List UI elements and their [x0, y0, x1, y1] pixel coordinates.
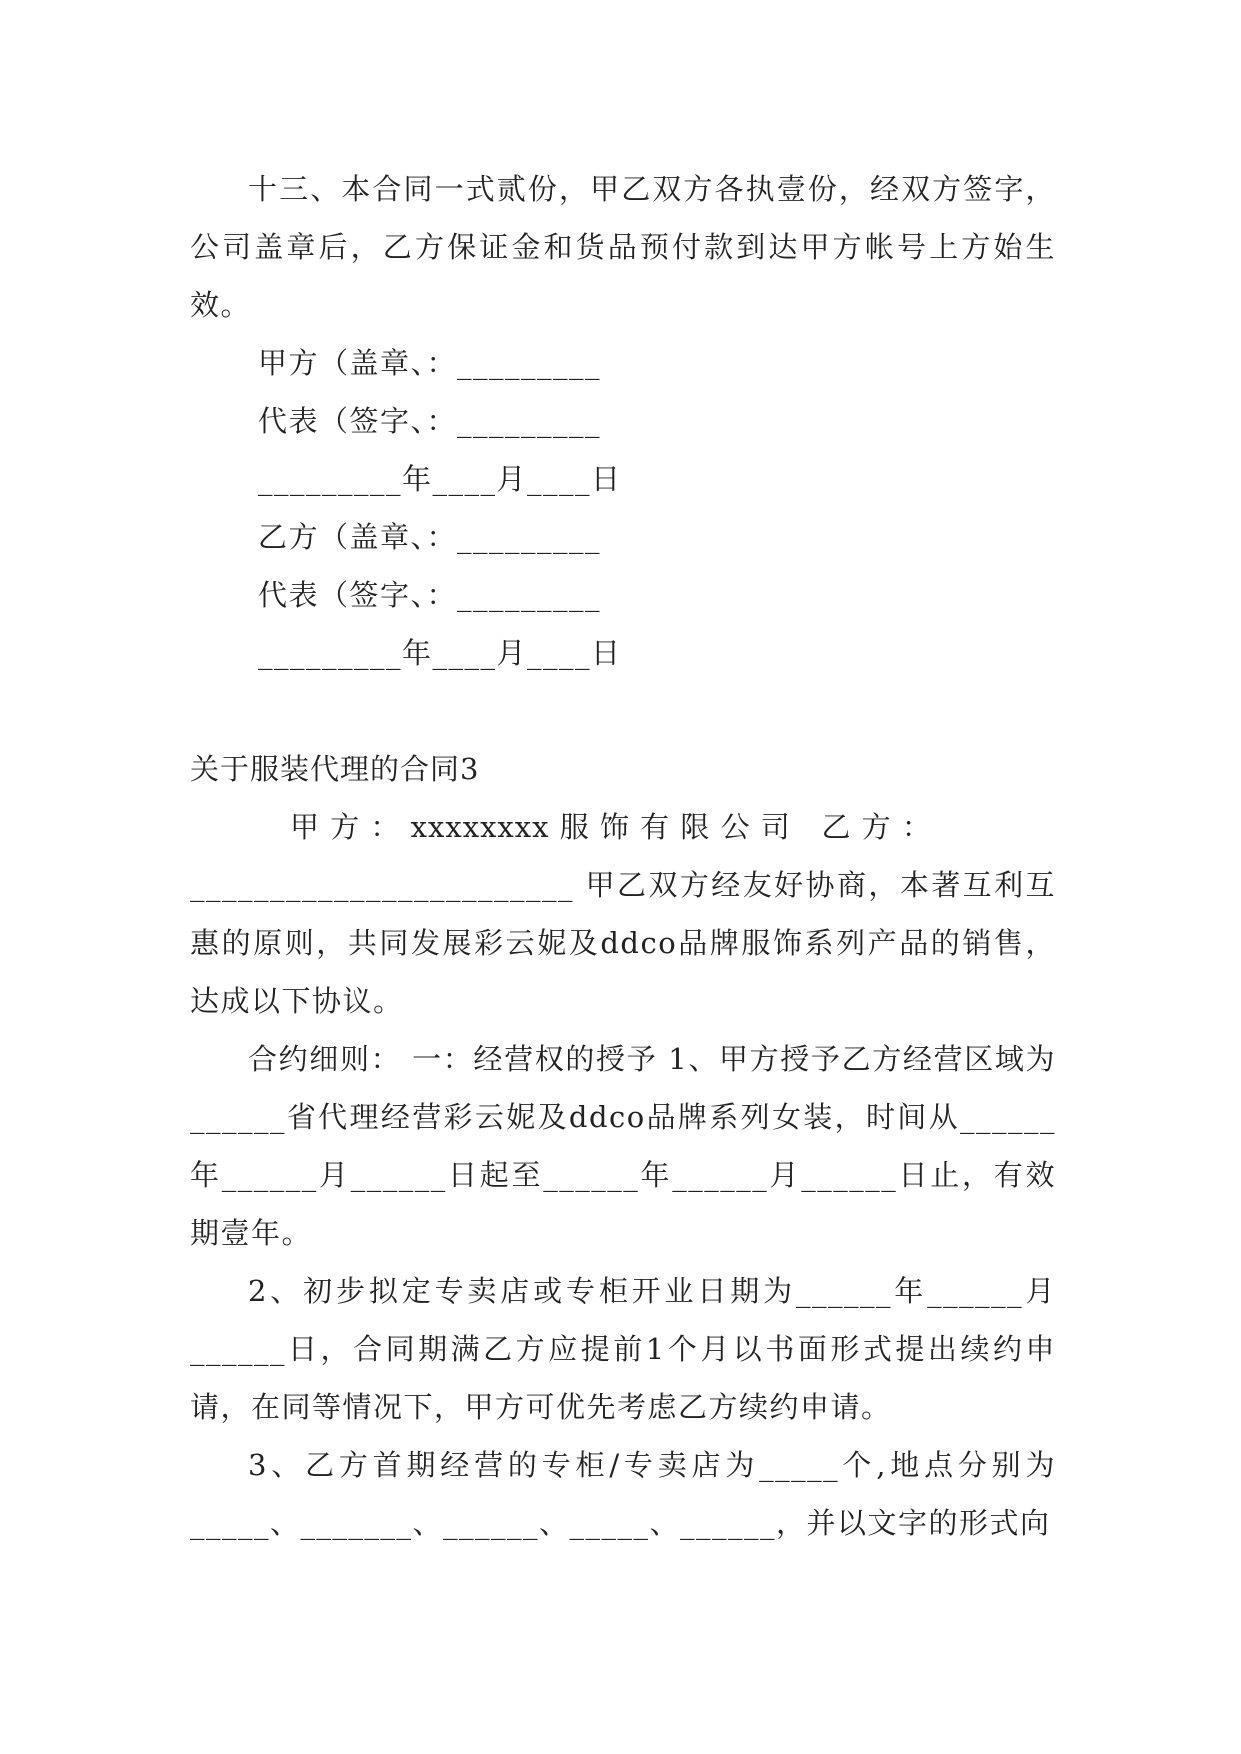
party-a-seal-line: 甲方（盖章、：_________: [258, 346, 602, 380]
clause-13: 十三、本合同一式贰份，甲乙双方各执壹份，经双方签字，公司盖章后，乙方保证金和货品预付款到达甲方帐号上方始生效。: [190, 172, 1056, 322]
party-a-date-line: _________年____月____日: [258, 462, 622, 496]
document-page: [190, 160, 1056, 1552]
party-b-representative-line: 代表（签字、：_________: [258, 578, 602, 612]
party-b-seal-line: 乙方（盖章、：_________: [258, 520, 602, 554]
contract-3-clause-2: 2、初步拟定专卖店或专柜开业日期为______年______月______日，合同期满乙方应提前1个月以书面形式提出续约申请，在同等情况下，甲方可优先考虑乙方续约申请。: [190, 1274, 1056, 1424]
contract-3-intro: ________________________ 甲乙双方经友好协商，本著互利互惠的原则，共同发展彩云妮及ddco品牌服饰系列产品的销售，达成以下协议。: [190, 868, 1056, 1018]
party-b-date-line: _________年____月____日: [258, 636, 622, 670]
contract-3-clause-3: 3、乙方首期经营的专柜/专卖店为_____个,地点分别为_____、_______、______、_____、______，并以文字的形式向: [190, 1448, 1056, 1540]
contract-3-parties: 甲 方 ： xxxxxxxx 服 饰 有 限 公 司 乙 方 ：: [290, 810, 932, 844]
contract-3-title: 关于服装代理的合同3: [190, 752, 480, 786]
section-gap: [190, 682, 1056, 740]
contract-3-clause-1: 合约细则： 一：经营权的授予 1、甲方授予乙方经营区域为______省代理经营彩云妮及ddco品牌系列女装，时间从______年______月______日起至______年______月______日止，有效期壹年。: [190, 1042, 1056, 1250]
party-a-representative-line: 代表（签字、：_________: [258, 404, 602, 438]
